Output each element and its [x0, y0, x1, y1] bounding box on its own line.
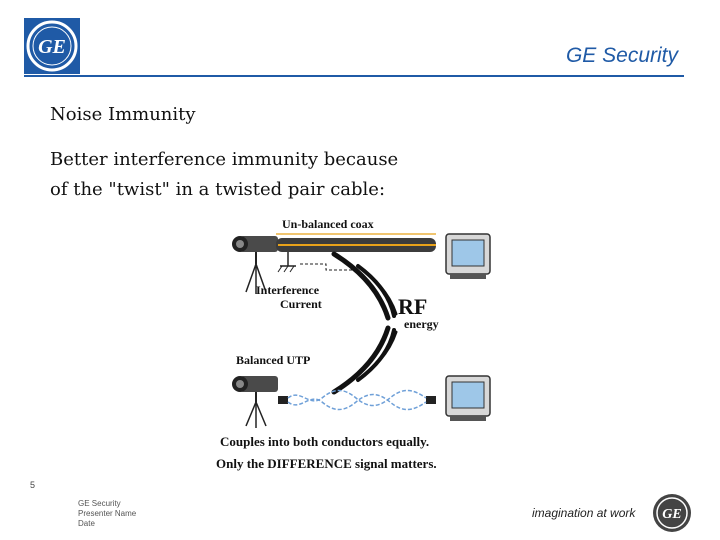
label-energy: energy: [404, 317, 439, 331]
body-line: of the "twist" in a twisted pair cable:: [50, 179, 386, 200]
brand-name: GE Security: [565, 44, 678, 67]
ge-logo-text: GE: [38, 36, 66, 58]
footer-info: [78, 499, 136, 529]
label-unbalanced-coax: Un-balanced coax: [282, 217, 374, 231]
ge-footer-logo: [652, 493, 692, 533]
monitor-icon: [446, 234, 490, 279]
caption-line: Couples into both conductors equally.: [220, 434, 430, 449]
slide-body: [50, 145, 490, 205]
body-line: Better interference immunity because: [50, 149, 399, 170]
tagline: imagination at work: [532, 506, 636, 520]
page-number: 5: [30, 480, 36, 490]
camera-icon: [232, 376, 278, 428]
caption-line: Only the DIFFERENCE signal matters.: [216, 456, 437, 471]
ground-symbol: [278, 252, 296, 272]
label-interference: Interference: [256, 283, 320, 297]
slide-title: Noise Immunity: [50, 104, 196, 125]
label-balanced-utp: Balanced UTP: [236, 353, 311, 367]
footer-company: GE Security: [78, 499, 121, 508]
rf-waves: [334, 254, 396, 392]
ge-logo: [24, 18, 80, 74]
label-rf: RF: [398, 294, 428, 319]
footer-date: Date: [78, 519, 95, 528]
ge-footer-logo-text: GE: [662, 507, 682, 522]
header-divider: [24, 75, 684, 77]
twisted-pair-diagram: [210, 212, 510, 477]
monitor-icon: [446, 376, 490, 421]
coax-cable: [276, 234, 436, 252]
label-current: Current: [280, 297, 322, 311]
footer-presenter: Presenter Name: [78, 509, 137, 518]
utp-cable: [278, 391, 436, 410]
